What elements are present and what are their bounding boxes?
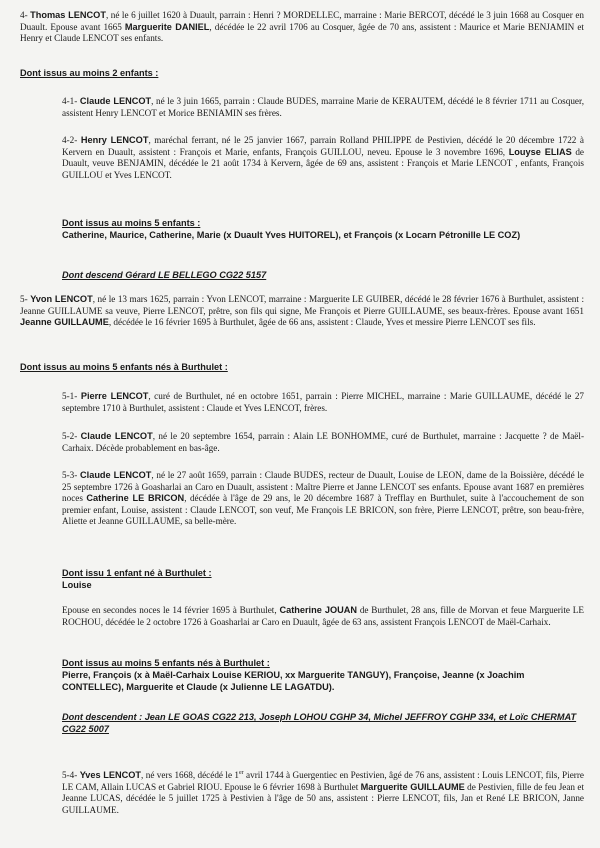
entry-4-1: 4-1- Claude LENCOT, né le 3 juin 1665, parrain : Claude BUDES, marraine Marie de KERAUTEM, décédé le 8 février 1711 au Cosquer, assistent Henry LENCOT et Morice BENIAMIN ses frères. xyxy=(62,96,585,118)
section-heading: Dont issu 1 enfant né à Burthulet : xyxy=(62,568,212,578)
person-name: Claude LENCOT xyxy=(79,96,152,106)
person-name: Claude LENCOT xyxy=(80,431,153,441)
entry-4-2: 4-2- Henry LENCOT, maréchal ferrant, né le 25 janvier 1667, parrain Rolland PHILIPPE de Pestivien, décédé le 20 décembre 1722 à Kervern en Duault, assistent : François et Marie, enfants, François GUILLOU, neveu. Epouse le 3 novembre 1696, Louyse ELIAS de Duault, veuve BENJAMIN, décédée le 21 août 1734 à Kervern, âgée de 69 ans, assistent : François et Marie LENCOT , enfants, François GUILLOU et Yves LENCOT. xyxy=(62,135,585,180)
entry-4: 4- Thomas LENCOT, né le 6 juillet 1620 à Duault, parrain : Henri ? MORDELLEC, marraine : Marie BERCOT, décédé le 3 juin 1668 au Cosquer en Duault. Epouse avant 1665 Marguerite DANIEL, décédée le 22 avril 1706 au Cosquer, âgée de 70 ans, assistent : Maurice et Marie BENJAMIN et Henry et Claude LENCOT ses enfants. xyxy=(20,10,585,44)
spouse-name: Louyse ELIAS xyxy=(508,146,572,157)
children-list: Catherine, Maurice, Catherine, Marie (x Duault Yves HUITOREL), et François (x Locarn Pétronille LE COZ) xyxy=(62,230,521,240)
descendant-note: Dont descendent : Jean LE GOAS CG22 213, Joseph LOHOU CGHP 34, Michel JEFFROY CGHP 334, et Loïc CHERMAT CG22 5007 xyxy=(62,712,577,734)
second-marriage: Epouse en secondes noces le 14 février 1695 à Burthulet, Catherine JOUAN de Burthulet, 28 ans, fille de Morvan et feue Marguerite LE ROCHOU, décédée le 2 octobre 1726 à Goasharlai ar Caro en Duault, âgée de 63 ans, assistent François LENCOT de Maël-Carhaix. xyxy=(62,605,584,627)
descendant-note: Dont descend Gérard LE BELLEGO CG22 5157 xyxy=(62,270,267,280)
child-name: Louise xyxy=(62,580,92,590)
spouse-name: Marguerite GUILLAUME xyxy=(360,781,465,792)
person-name: Thomas LENCOT xyxy=(30,10,106,20)
entry-5-3: 5-3- Claude LENCOT, né le 27 août 1659, parrain : Claude BUDES, recteur de Duault, Louise de LEON, dame de la Boissière, décédé le 25 septembre 1726 à Goasharlai an Caro en Duault, assistent : Maître Pierre et Janne LENCOT ses enfants. Epouse avant 1687 en premières noces Catherine LE BRICON, décédée à l'âge de 29 ans, le 20 décembre 1687 à Trefflay en Burthulet, suite à l'accouchement de son premier enfant, Louise, assistent : Claude LENCOT, son veuf, Me François LE BRICON, son frère, Pierre LENCOT, prêtre, son beau-frère, Aliette et Jeanne GUILLAUME, sa belle-mère. xyxy=(62,470,585,527)
section-heading: Dont issus au moins 5 enfants nés à Burthulet : xyxy=(62,658,270,668)
spouse-name: Marguerite DANIEL xyxy=(124,21,210,32)
entry-5-2: 5-2- Claude LENCOT, né le 20 septembre 1654, parrain : Alain LE BONHOMME, curé de Burthulet, marraine : Jacquette ? de Maël-Carhaix. Décède probablement en bas-âge. xyxy=(62,431,584,453)
person-name: Claude LENCOT xyxy=(80,470,152,480)
entry-5: 5- Yvon LENCOT, né le 13 mars 1625, parrain : Yvon LENCOT, marraine : Marguerite LE GUIBER, décédé le 28 février 1676 à Burthulet, assistent : Jeanne GUILLAUME sa veuve, Pierre LENCOT, prêtre, son fils qui signe, Me François et Pierre GUILLAUME, ses beaux-frères. Epouse avant 1651 Jeanne GUILLAUME, décédée le 16 février 1695 à Burthulet, âgée de 66 ans, assistent : Claude, Yves et messire Pierre LENCOT ses fils. xyxy=(20,294,585,328)
spouse-name: Catherine LE BRICON xyxy=(86,493,185,504)
person-name: Henry LENCOT xyxy=(80,135,149,145)
children-list: Pierre, François (x à Maël-Carhaix Louise KERIOU, xx Marguerite TANGUY), Françoise, Jeanne (x Joachim CONTELLEC), Marguerite et Claude (x Julienne LE LAGATDU). xyxy=(62,670,525,692)
spouse-name: Jeanne GUILLAUME xyxy=(20,317,109,328)
entry-5-4: 5-4- Yves LENCOT, né vers 1668, décédé le 1er avril 1744 à Guergentiec en Pestivien, âgé de 76 ans, assistent : Louis LENCOT, fils, Pierre LE CAM, Allain LUCAS et Gabriel RIOU. Epouse le 6 février 1698 à Burthulet Marguerite GUILLAUME de Pestivien, fille de feu Jean et Jeanne LUCAS, décédée le 5 juillet 1725 à Pestivien à l'âge de 50 ans, assistent : Pierre LENCOT, fils, Jan et René LE BRICON, Janne GUILLAUME. xyxy=(62,769,584,815)
spouse-name: Catherine JOUAN xyxy=(279,605,358,615)
section-heading: Dont issus au moins 5 enfants : xyxy=(62,218,201,228)
person-name: Pierre LENCOT xyxy=(80,391,149,401)
person-name: Yves LENCOT xyxy=(79,770,142,780)
section-heading: Dont issus au moins 5 enfants nés à Burthulet : xyxy=(20,362,228,372)
entry-5-1: 5-1- Pierre LENCOT, curé de Burthulet, né en octobre 1651, parrain : Pierre MICHEL, marraine : Marie GUILLAUME, décédé le 27 septembre 1710 à Burthulet, assistent : Claude et Yves LENCOT, frères. xyxy=(62,391,585,413)
section-heading: Dont issus au moins 2 enfants : xyxy=(20,68,159,78)
person-name: Yvon LENCOT xyxy=(30,294,93,304)
